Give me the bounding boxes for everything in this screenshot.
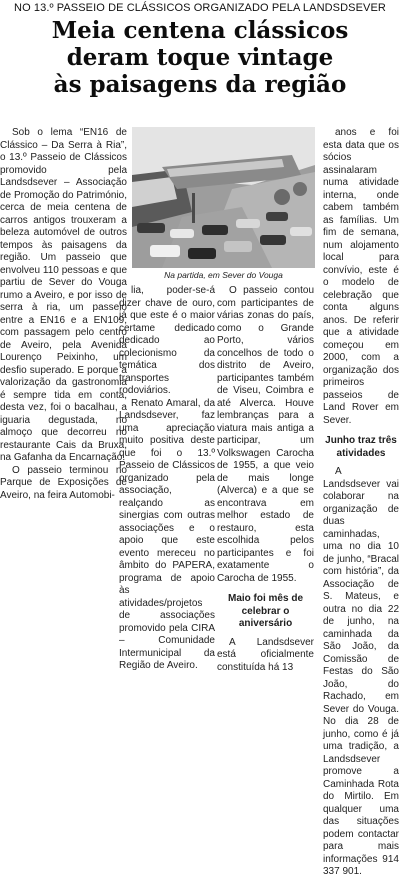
article-column-3 bbox=[217, 285, 314, 674]
article-photo bbox=[132, 127, 315, 268]
article-column-4 bbox=[323, 127, 399, 879]
photo-caption: Na partida, em Sever do Vouga bbox=[164, 270, 283, 280]
paragraph: O passeio contou com participantes de várias zonas do país, como o Grande Porto, vários concelhos de todo o distrito de Aveiro, participantes também de Viseu, Coimbra e até Alverca. Houve lembranças para a viatura mais antiga a participar, um Volkswagen Carocha de 1955, a que veio de mais longe (Alverca) e a que se encontrava em melhor estado de restauro, esta escolhida pelos participantes e foi exatamente o Carocha de 1955. bbox=[217, 285, 314, 584]
paragraph: anos e foi esta data que os sócios assinalaram numa atividade interna, onde cabem também as famílias. Um fim de semana, num alojamento local para convívio, este é o modelo de celebração que conta alguns anos. De referir que a atividade começou em 2000, com a organização dos primeiros passeios de Land Rover em Sever. bbox=[323, 127, 399, 426]
headline-line-2: deram toque vintage bbox=[66, 44, 334, 71]
headline-line-3: às paisagens da região bbox=[53, 71, 347, 98]
paragraph: O passeio terminou no Parque de Exposições de Aveiro, na feira Automobi- bbox=[0, 464, 127, 501]
street-photo bbox=[132, 127, 315, 268]
headline bbox=[0, 17, 400, 98]
paragraph: A Landsdsever está oficialmente constituída há 13 bbox=[217, 636, 314, 673]
paragraph: Sob o lema “EN16 de Clássico – Da Serra à Ria”, o 13.º Passeio de Clássicos promovido pela Landsdsever – Associação de Promoção do Património, cerca de meia centena de carros antigos trouxeram a beleza automóvel de outros tempos às paisagens da região. Um passeio que envolveu 110 pessoas e que partiu de Sever do Vouga rumo a Aveiro, e por isso de serra à ria, um passeio entre a EN16 e a EN109, com passagem pelo centro de Aveiro, pela Avenida Lourenço Peixinho, um desfio superado. E porque a valorização da gastronomia é sempre tida em conta, desta vez, foi o bacalhau, a iguaria degustada, no almoço que decorreu no restaurante Cais da Bruxa, na Gafanha da Encarnação. bbox=[0, 127, 127, 463]
paragraph: A Landsdsever vai colaborar na organização de duas caminhadas, uma no dia 10 de junho, “Bracal com história”, da Associação de S. Mateus, e outra no dia 22 de junho, na caminhada da São João, da Comissão de Festas do São João, do Rachado, em Sever do Vouga. No dia 28 de junho, como é já uma tradição, a Landsdsever promove a Caminhada Rota do Mirtilo. Em qualquer uma das situações podem contactar para mais informações 914 337 901. bbox=[323, 466, 399, 877]
section-subhead: Junho traz três atividades bbox=[325, 435, 397, 459]
headline-line-1: Meia centena clássicos bbox=[51, 17, 349, 44]
article-column-1 bbox=[0, 127, 127, 502]
article-column-2 bbox=[119, 285, 215, 673]
paragraph: lia, poder-se-á dizer chave de ouro, já que este é o maior certame dedicado dedicado ao colecionismo da temática dos transportes rodoviários. bbox=[119, 285, 215, 396]
paragraph: Renato Amaral, da Landsdsever, faz uma apreciação muito positiva deste que foi o 13.º Passeio de Clássicos organizado pela associação, realçando as sinergias com outras associações e o apoio que este evento mereceu no âmbito do PAPERA, programa de apoio às atividades/projetos de associações promovido pela CIRA – Comunidade Intermunicipal da Região de Aveiro. bbox=[119, 397, 215, 671]
section-subhead: Maio foi mês de celebrar o aniversário bbox=[227, 593, 303, 629]
kicker: NO 13.º PASSEIO DE CLÁSSICOS ORGANIZADO PELA LANDSDSEVER bbox=[14, 2, 386, 14]
